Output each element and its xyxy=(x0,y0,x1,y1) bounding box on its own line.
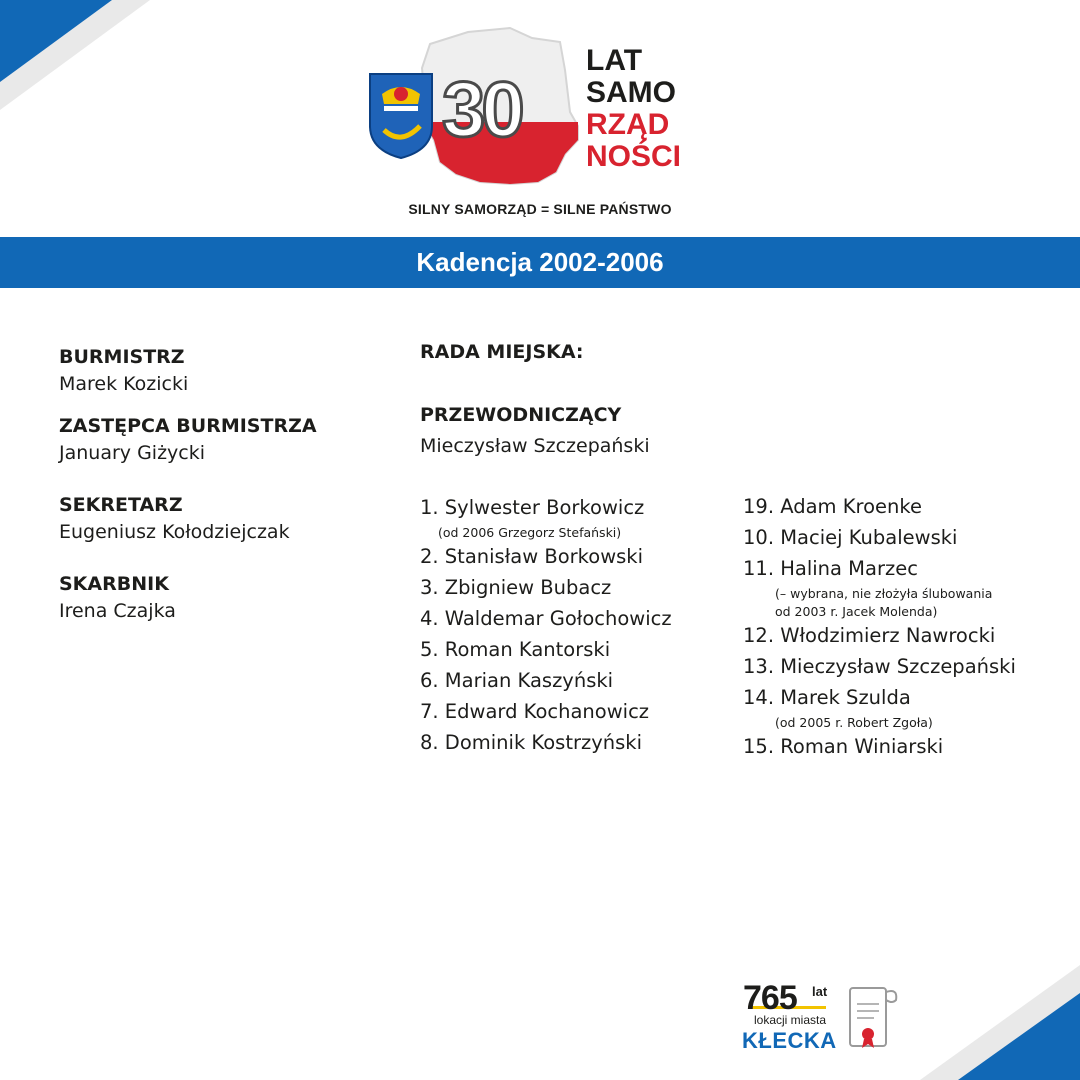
list-item: 14. Marek Szulda xyxy=(743,686,911,709)
list-item: 5. Roman Kantorski xyxy=(420,638,611,661)
corner-decoration-top-left xyxy=(0,0,150,110)
chair-name: Mieczysław Szczepański xyxy=(420,435,650,457)
term-banner: Kadencja 2002-2006 xyxy=(0,237,1080,288)
coat-of-arms-icon xyxy=(370,74,432,158)
council-members-right xyxy=(743,495,1063,759)
corner-decoration-bottom-right xyxy=(920,965,1080,1080)
role-name: January Giżycki xyxy=(59,442,206,464)
officials-column xyxy=(59,345,389,641)
list-item: 13. Mieczysław Szczepański xyxy=(743,655,1016,678)
role-title: SEKRETARZ xyxy=(59,494,183,516)
council-title: RADA MIEJSKA: xyxy=(420,341,584,363)
member-note: (od 2005 r. Robert Zgoła) xyxy=(775,715,933,730)
list-item: 11. Halina Marzec xyxy=(743,557,918,580)
logo-word-rzad: RZĄD xyxy=(586,108,670,141)
scroll-document-icon xyxy=(846,982,904,1052)
member-note: (od 2006 Grzegorz Stefański) xyxy=(438,525,622,540)
role-title: ZASTĘPCA BURMISTRZA xyxy=(59,415,317,437)
role-title: SKARBNIK xyxy=(59,573,169,595)
list-item: 12. Włodzimierz Nawrocki xyxy=(743,624,996,647)
jubilee-unit: lat xyxy=(812,984,828,999)
official-mayor xyxy=(59,345,389,396)
list-item: 7. Edward Kochanowicz xyxy=(420,700,650,723)
tagline: SILNY SAMORZĄD = SILNE PAŃSTWO xyxy=(408,201,672,217)
list-item: 10. Maciej Kubalewski xyxy=(743,526,958,549)
official-secretary xyxy=(59,493,389,544)
council-members-left xyxy=(420,496,740,755)
jubilee-logo xyxy=(740,980,910,1060)
official-deputy-mayor xyxy=(59,414,389,465)
list-item: 8. Dominik Kostrzyński xyxy=(420,731,643,754)
list-item: 1. Sylwester Borkowicz xyxy=(420,496,645,519)
list-item: 3. Zbigniew Bubacz xyxy=(420,576,612,599)
role-name: Marek Kozicki xyxy=(59,373,189,395)
logo-word-nosci: NOŚCI xyxy=(586,140,682,173)
list-item: 2. Stanisław Borkowski xyxy=(420,545,644,568)
logo-word-samo: SAMO xyxy=(586,76,676,109)
list-item: 6. Marian Kaszyński xyxy=(420,669,614,692)
chair-title: PRZEWODNICZĄCY xyxy=(420,404,622,426)
list-item: 4. Waldemar Gołochowicz xyxy=(420,607,672,630)
member-note: od 2003 r. Jacek Molenda) xyxy=(775,604,938,619)
jubilee-subtitle: lokacji miasta xyxy=(754,1013,827,1027)
council-column xyxy=(420,340,740,762)
role-name: Eugeniusz Kołodziejczak xyxy=(59,521,290,543)
member-note: (– wybrana, nie złożyła ślubowania xyxy=(775,586,993,601)
logo-word-lat: LAT xyxy=(586,44,643,77)
jubilee-number: 765 xyxy=(743,979,797,1017)
anniversary-logo xyxy=(360,22,700,202)
logo-number: 30 xyxy=(442,65,521,153)
jubilee-city: KŁECKA xyxy=(742,1028,837,1053)
official-treasurer xyxy=(59,572,389,623)
role-name: Irena Czajka xyxy=(59,600,176,622)
list-item: 15. Roman Winiarski xyxy=(743,735,944,758)
list-item: 19. Adam Kroenke xyxy=(743,495,922,518)
role-title: BURMISTRZ xyxy=(59,346,185,368)
council-column-right xyxy=(743,495,1063,766)
